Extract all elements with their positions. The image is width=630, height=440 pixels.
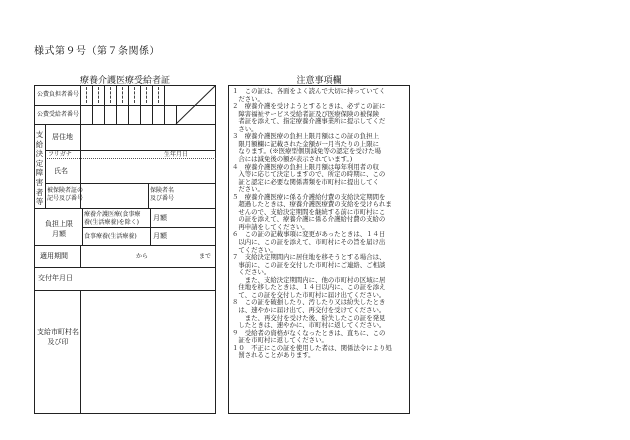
- note-line: 限月額欄に記載された金額が一月当たりの上限に: [232, 139, 379, 148]
- note-line: 証を市町村に返してください。: [232, 336, 328, 345]
- note-line: て、この証を交付した市町村に届け出てください。: [232, 290, 386, 299]
- monthly-label-2: 月額: [153, 232, 167, 240]
- address-label: 居住地: [52, 133, 73, 141]
- note-line: せんので、支給決定期間を継続する前に市町村にこ: [232, 207, 386, 216]
- note-line: ５ 療養介護医療に係る介護給付費の支給決定期間を: [232, 192, 386, 201]
- note-line: したときは、速やかに、市町村に返してください。: [232, 321, 386, 330]
- note-line: 罰されることがあります。: [232, 351, 315, 360]
- note-line: 障害福祉サービス受給者証及び医療保険の被保険: [232, 109, 379, 118]
- note-line: ４ 療養介護医療の負担上限月額は毎年利用者の収: [232, 162, 379, 171]
- note-line: ６ この証の記載事項に変更があったときは、１４日: [232, 230, 386, 239]
- note-line: 住地を移したときは、１４日以内に、この証を添え: [232, 283, 386, 292]
- note-line: さい。: [232, 124, 258, 133]
- note-line: 事前に、この証を交付した市町村にご連絡、ご相談: [232, 260, 386, 269]
- period-from: から: [136, 253, 149, 260]
- note-line: ７ 支給決定期間内に居住地を移そうとする場合は、: [232, 253, 386, 262]
- note-line: ３ 療養介護医療の負担上限月額はこの証の負担上: [232, 132, 379, 141]
- note-line: は、速やかに届け出て、再交付を受けてください。: [232, 305, 386, 314]
- note-line: １０ 不正にこの証を使用した者は、関係法令により処: [232, 343, 392, 352]
- note-line: てください。: [232, 245, 277, 254]
- note-line: ください。: [232, 268, 271, 277]
- municipality-label: 支給市町村名 及び印: [37, 328, 79, 346]
- note-line: 以内に、この証を添えて、市町村にその旨を届け出: [232, 238, 386, 246]
- notes-title: 注意事項欄: [296, 76, 342, 86]
- note-line: 合には減免後の額が表示されています。): [232, 154, 353, 163]
- note-line: ださい。: [232, 94, 264, 103]
- recipient-vertical-label: 支 給 決 定 障 害 者 等: [35, 130, 44, 207]
- note-line: また、再交付を受けた後、紛失したこの証を発見: [232, 313, 386, 322]
- payer-number-label: 公費負担者番号: [37, 91, 80, 98]
- note-line: ８ この証を破損したり、汚したり又は紛失したとき: [232, 298, 386, 307]
- note-line: 再申請をしてください。: [232, 222, 309, 231]
- note-line: 超過したときは、療養介護医療費の支給を受けられま: [232, 200, 392, 209]
- note-line: ９ 受給者の資格がなくなったときは、直ちに、この: [232, 328, 386, 337]
- limit-label: 負担上限 月額: [45, 220, 73, 238]
- diagonal-strike: [164, 85, 216, 124]
- note-line: なります。(※医療型個別減免等の認定を受けた場: [232, 147, 381, 156]
- recipient-number-label: 公費受給者番号: [37, 111, 80, 118]
- meal-cost-label: 食事療養(生活療養): [84, 233, 137, 240]
- furigana-label: フリガナ: [48, 151, 72, 158]
- insurance-card-label: 被保険者証の 記号及び番号: [47, 187, 84, 202]
- note-line: また、支給決定期間内に、他の市町村の区域に居: [232, 275, 386, 284]
- note-line: １ この証は、各面をよく読んで大切に持っていてく: [232, 87, 386, 95]
- name-label: 氏名: [54, 167, 68, 175]
- care-cost-label: 療養介護医療(食事療 養(生活療養)を除く): [84, 211, 141, 226]
- note-line: ２ 療養介護を受けようとするときは、必ずこの証に: [232, 102, 386, 111]
- birthdate-label: 生年月日: [164, 151, 189, 158]
- period-label: 適用期間: [40, 252, 68, 260]
- monthly-label-1: 月額: [153, 214, 167, 222]
- note-line: の証を添えて、療養介護に係る介護給付費の支給の: [232, 215, 386, 224]
- form-number: 様式第９号（第７条関係）: [34, 46, 160, 57]
- note-line: 者証を添えて、指定療養介護事業所に提示してくだ: [232, 117, 386, 126]
- note-line: 証と認定に必要な関係書類を市町村に提出してく: [232, 177, 379, 186]
- note-line: 入等に応じて決定しますので、所定の時期に、この: [232, 170, 386, 179]
- note-line: ださい。: [232, 185, 264, 194]
- period-to: まで: [199, 253, 212, 260]
- issue-date-label: 交付年月日: [38, 274, 73, 282]
- insurer-name-label: 保険者名 及び番号: [150, 187, 175, 202]
- certificate-title: 療養介護医療受給者証: [79, 76, 170, 86]
